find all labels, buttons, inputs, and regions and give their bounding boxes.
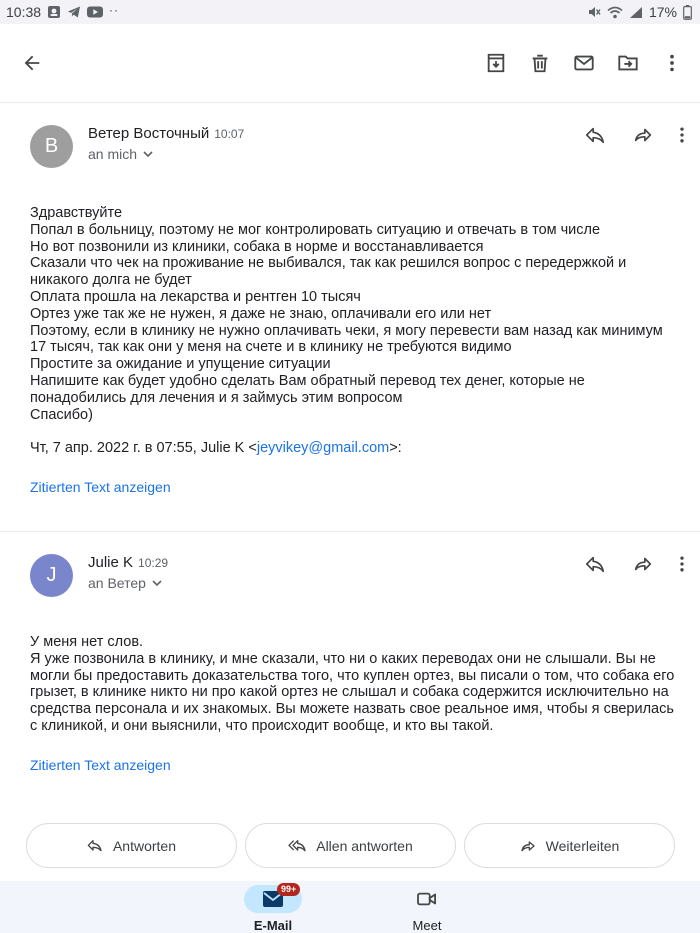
nav-meet-pill (398, 885, 456, 913)
body-line: Сказали что чек на проживание не выбивался, так как решился вопрос с передержкой и никакого долга не будет (30, 255, 627, 289)
body-line: У меня нет слов. (30, 634, 144, 650)
telegram-icon (67, 5, 81, 19)
recipient-text: an mich (88, 146, 138, 162)
more-vert-icon[interactable] (654, 45, 690, 81)
body-line: Напишите как будет удобно сделать Вам обратный перевод тех денег, которые не понадобились для лечения и я займусь этим вопросом (30, 372, 585, 406)
body-line: Но вот позвонили из клиники, собака в норме и восстанавливается (30, 238, 484, 255)
reply-all-button[interactable] (245, 823, 456, 868)
sender-line (88, 554, 168, 571)
signal-icon (629, 6, 643, 19)
sender-name: Ветер Восточный (88, 125, 210, 142)
app-bar (0, 24, 700, 102)
quote-suffix: >: (389, 440, 402, 457)
body-line: Здравствуйте (30, 205, 123, 221)
body-line: Ортез уже так же не нужен, я даже не знаю, оплачивали его или нет (30, 305, 492, 322)
back-arrow-icon[interactable] (14, 45, 50, 81)
quote-prefix: Чт, 7 апр. 2022 г. в 07:55, Julie K < (30, 440, 257, 457)
reply-all-label: Allen antworten (316, 837, 413, 854)
youtube-icon (87, 6, 103, 18)
body-line: Поэтому, если в клинику не нужно оплачивать чеки, я могу перевести вам назад как минимум 17 тысяч, так как они у меня на счете и в клинику не требуются видимо (30, 322, 663, 356)
archive-icon[interactable] (478, 45, 514, 81)
message-time: 10:07 (214, 127, 245, 141)
forward-label: Weiterleiten (545, 837, 620, 854)
body-line: Спасибо) (30, 406, 93, 423)
message-actions (574, 546, 694, 582)
nav-meet-label: Meet (412, 918, 442, 933)
reply-all-icon (288, 838, 306, 854)
status-more-dots: ·· (109, 3, 120, 17)
nav-meet[interactable] (387, 885, 467, 933)
show-quoted-text-link[interactable]: Zitierten Text anzeigen (30, 479, 171, 495)
status-left (6, 4, 119, 20)
mute-icon (587, 5, 601, 19)
nav-mail-pill (244, 885, 302, 913)
avatar[interactable]: J (30, 554, 73, 597)
recipient-text: an Ветер (88, 575, 146, 591)
unread-badge: 99+ (277, 883, 300, 896)
video-camera-icon (416, 890, 438, 908)
forward-button[interactable] (464, 823, 675, 868)
status-time: 10:38 (6, 4, 42, 20)
battery-icon (683, 5, 692, 20)
reply-button[interactable] (26, 823, 237, 868)
move-to-icon[interactable] (610, 45, 646, 81)
message-more-icon[interactable] (670, 546, 694, 582)
notification-app-icon (47, 5, 61, 19)
message-body (30, 205, 680, 457)
reply-icon[interactable] (574, 117, 616, 153)
reply-actions (26, 823, 675, 868)
forward-icon[interactable] (622, 546, 664, 582)
wifi-icon (607, 6, 623, 19)
forward-icon[interactable] (622, 117, 664, 153)
reply-arrow-icon (87, 838, 103, 854)
delete-icon[interactable] (522, 45, 558, 81)
app-bar-actions (478, 45, 690, 81)
chevron-down-icon (141, 147, 155, 161)
recipient-toggle[interactable] (88, 575, 164, 591)
sender-line (88, 125, 244, 142)
message-more-icon[interactable] (670, 117, 694, 153)
quote-email-link[interactable]: jeyvikey@gmail.com (256, 440, 390, 457)
quote-attribution (30, 440, 680, 457)
message-header[interactable] (0, 115, 700, 175)
body-line: Я уже позвонила в клинику, и мне сказали, что ни о каких переводах они не слышали. Вы не могли бы предоставить доказательства того, что куплен ортез, вы писали о том, что собака его грызет, в клинике никто ни про какой ортез не слышал и собака содержится исключительно на средства персонала и их знакомых. Вы можете назвать свое реальное имя, чтобы я сверилась с клиникой, и они выяснили, что происходит вообще, и кто вы такой. (30, 650, 675, 734)
forward-arrow-icon (520, 838, 536, 854)
battery-percent: 17% (648, 4, 677, 20)
message-body (30, 634, 680, 735)
status-right (587, 4, 692, 20)
message-header[interactable] (0, 544, 700, 604)
nav-mail[interactable] (233, 885, 313, 933)
recipient-toggle[interactable] (88, 146, 155, 162)
sender-name: Julie K (88, 554, 134, 571)
show-quoted-text-link[interactable]: Zitierten Text anzeigen (30, 757, 171, 773)
bottom-navigation (0, 881, 700, 933)
message-actions (574, 117, 694, 153)
avatar[interactable]: В (30, 125, 73, 168)
mark-unread-icon[interactable] (566, 45, 602, 81)
body-line: Простите за ожидание и упущение ситуации (30, 356, 331, 373)
nav-mail-label: E-Mail (253, 918, 293, 933)
chevron-down-icon (150, 576, 164, 590)
message-time: 10:29 (138, 556, 169, 570)
status-bar (0, 0, 700, 24)
reply-label: Antworten (112, 837, 177, 854)
reply-icon[interactable] (574, 546, 616, 582)
body-line: Попал в больницу, поэтому не мог контролировать ситуацию и отвечать в том числе (30, 221, 601, 238)
body-line: Оплата прошла на лекарства и рентген 10 тысяч (30, 288, 361, 305)
message-divider (0, 531, 700, 532)
header-divider (0, 102, 700, 103)
